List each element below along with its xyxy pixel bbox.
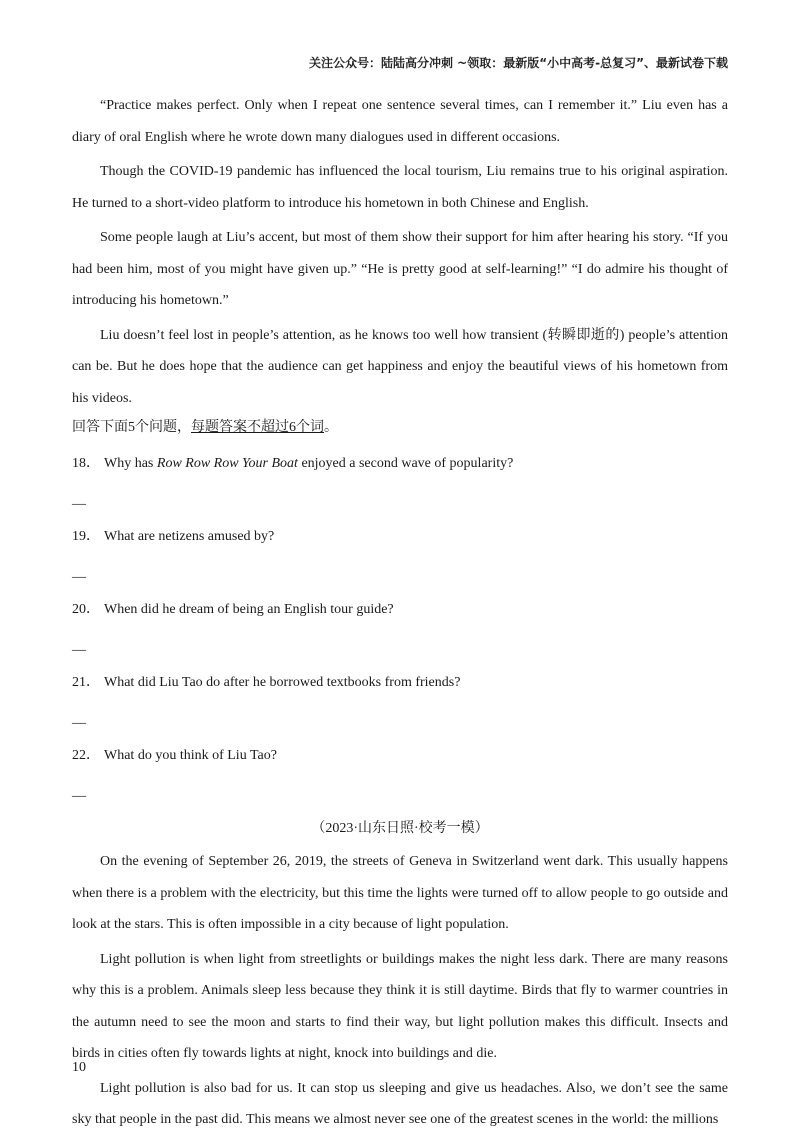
answer-blank[interactable]: __: [72, 565, 86, 580]
question-instruction: 回答下面5个问题，每题答案不超过6个词。: [72, 420, 338, 435]
passage2-paragraph-2: Light pollution is when light from streetlights or buildings makes the night less dark. There are many reasons why this is a problem. Animals sleep less because they think it is still daytime. Birds that fly to warmer countries in the autumn need to see the moon and starts to find their way, but light pollution makes this difficult. Insects and birds in cities often fly towards lights at night, knock into buildings and die.: [72, 951, 728, 1061]
page-header: 关注公众号：陆陆高分冲刺 ~领取：最新版“小中高考-总复习”、最新试卷下载: [309, 56, 728, 70]
page-number: 10: [72, 1060, 86, 1075]
answer-blank[interactable]: __: [72, 711, 86, 726]
passage1-paragraph-1: “Practice makes perfect. Only when I repeat one sentence several times, can I remember it.” Liu even has a diary of oral English where he wrote down many dialogues used in different occasions.: [72, 98, 728, 145]
answer-blank[interactable]: __: [72, 784, 86, 799]
question-18: 18． Why has Row Row Row Your Boat enjoyed a second wave of popularity? __: [72, 453, 728, 511]
instruction-underlined: 每题答案不超过6个词: [191, 420, 324, 435]
question-21: 21． What did Liu Tao do after he borrowed textbooks from friends? __: [72, 672, 728, 730]
passage2-paragraph-3: Light pollution is also bad for us. It can stop us sleeping and give us headaches. Also, we don’t see the same sky that people in the past did. This means we almost never see one of the greatest scenes in the world: the millions: [72, 1080, 728, 1127]
question-20: 20． When did he dream of being an English tour guide? __: [72, 599, 728, 657]
passage2-paragraph-1: On the evening of September 26, 2019, the streets of Geneva in Switzerland went dark. This usually happens when there is a problem with the electricity, but this time the lights were turned off to allow people to go outside and look at the stars. This is often impossible in a city because of light population.: [72, 854, 728, 932]
passage1-paragraph-3: Some people laugh at Liu’s accent, but most of them show their support for him after hearing his story. “If you had been him, most of you might have given up.” “He is pretty good at self-learning!” “I do admire his thought of introducing his hometown.”: [72, 230, 728, 308]
passage-source: （2023·山东日照·校考一模）: [311, 821, 489, 836]
document-body: [72, 90, 728, 1139]
song-title: Row Row Row Your Boat: [156, 456, 298, 471]
answer-blank[interactable]: __: [72, 638, 86, 653]
passage1-paragraph-2: Though the COVID-19 pandemic has influenced the local tourism, Liu remains true to his original aspiration. He turned to a short-video platform to introduce his hometown in both Chinese and English.: [72, 164, 728, 211]
answer-blank[interactable]: __: [72, 492, 86, 507]
passage1-paragraph-4: Liu doesn’t feel lost in people’s attention, as he knows too well how transient (转瞬即逝的) people’s attention can be. But he does hope that the audience can get happiness and enjoy the beautiful views of his hometown from his videos.: [72, 327, 728, 406]
question-19: 19． What are netizens amused by? __: [72, 526, 728, 584]
question-22: 22． What do you think of Liu Tao? __: [72, 745, 728, 803]
